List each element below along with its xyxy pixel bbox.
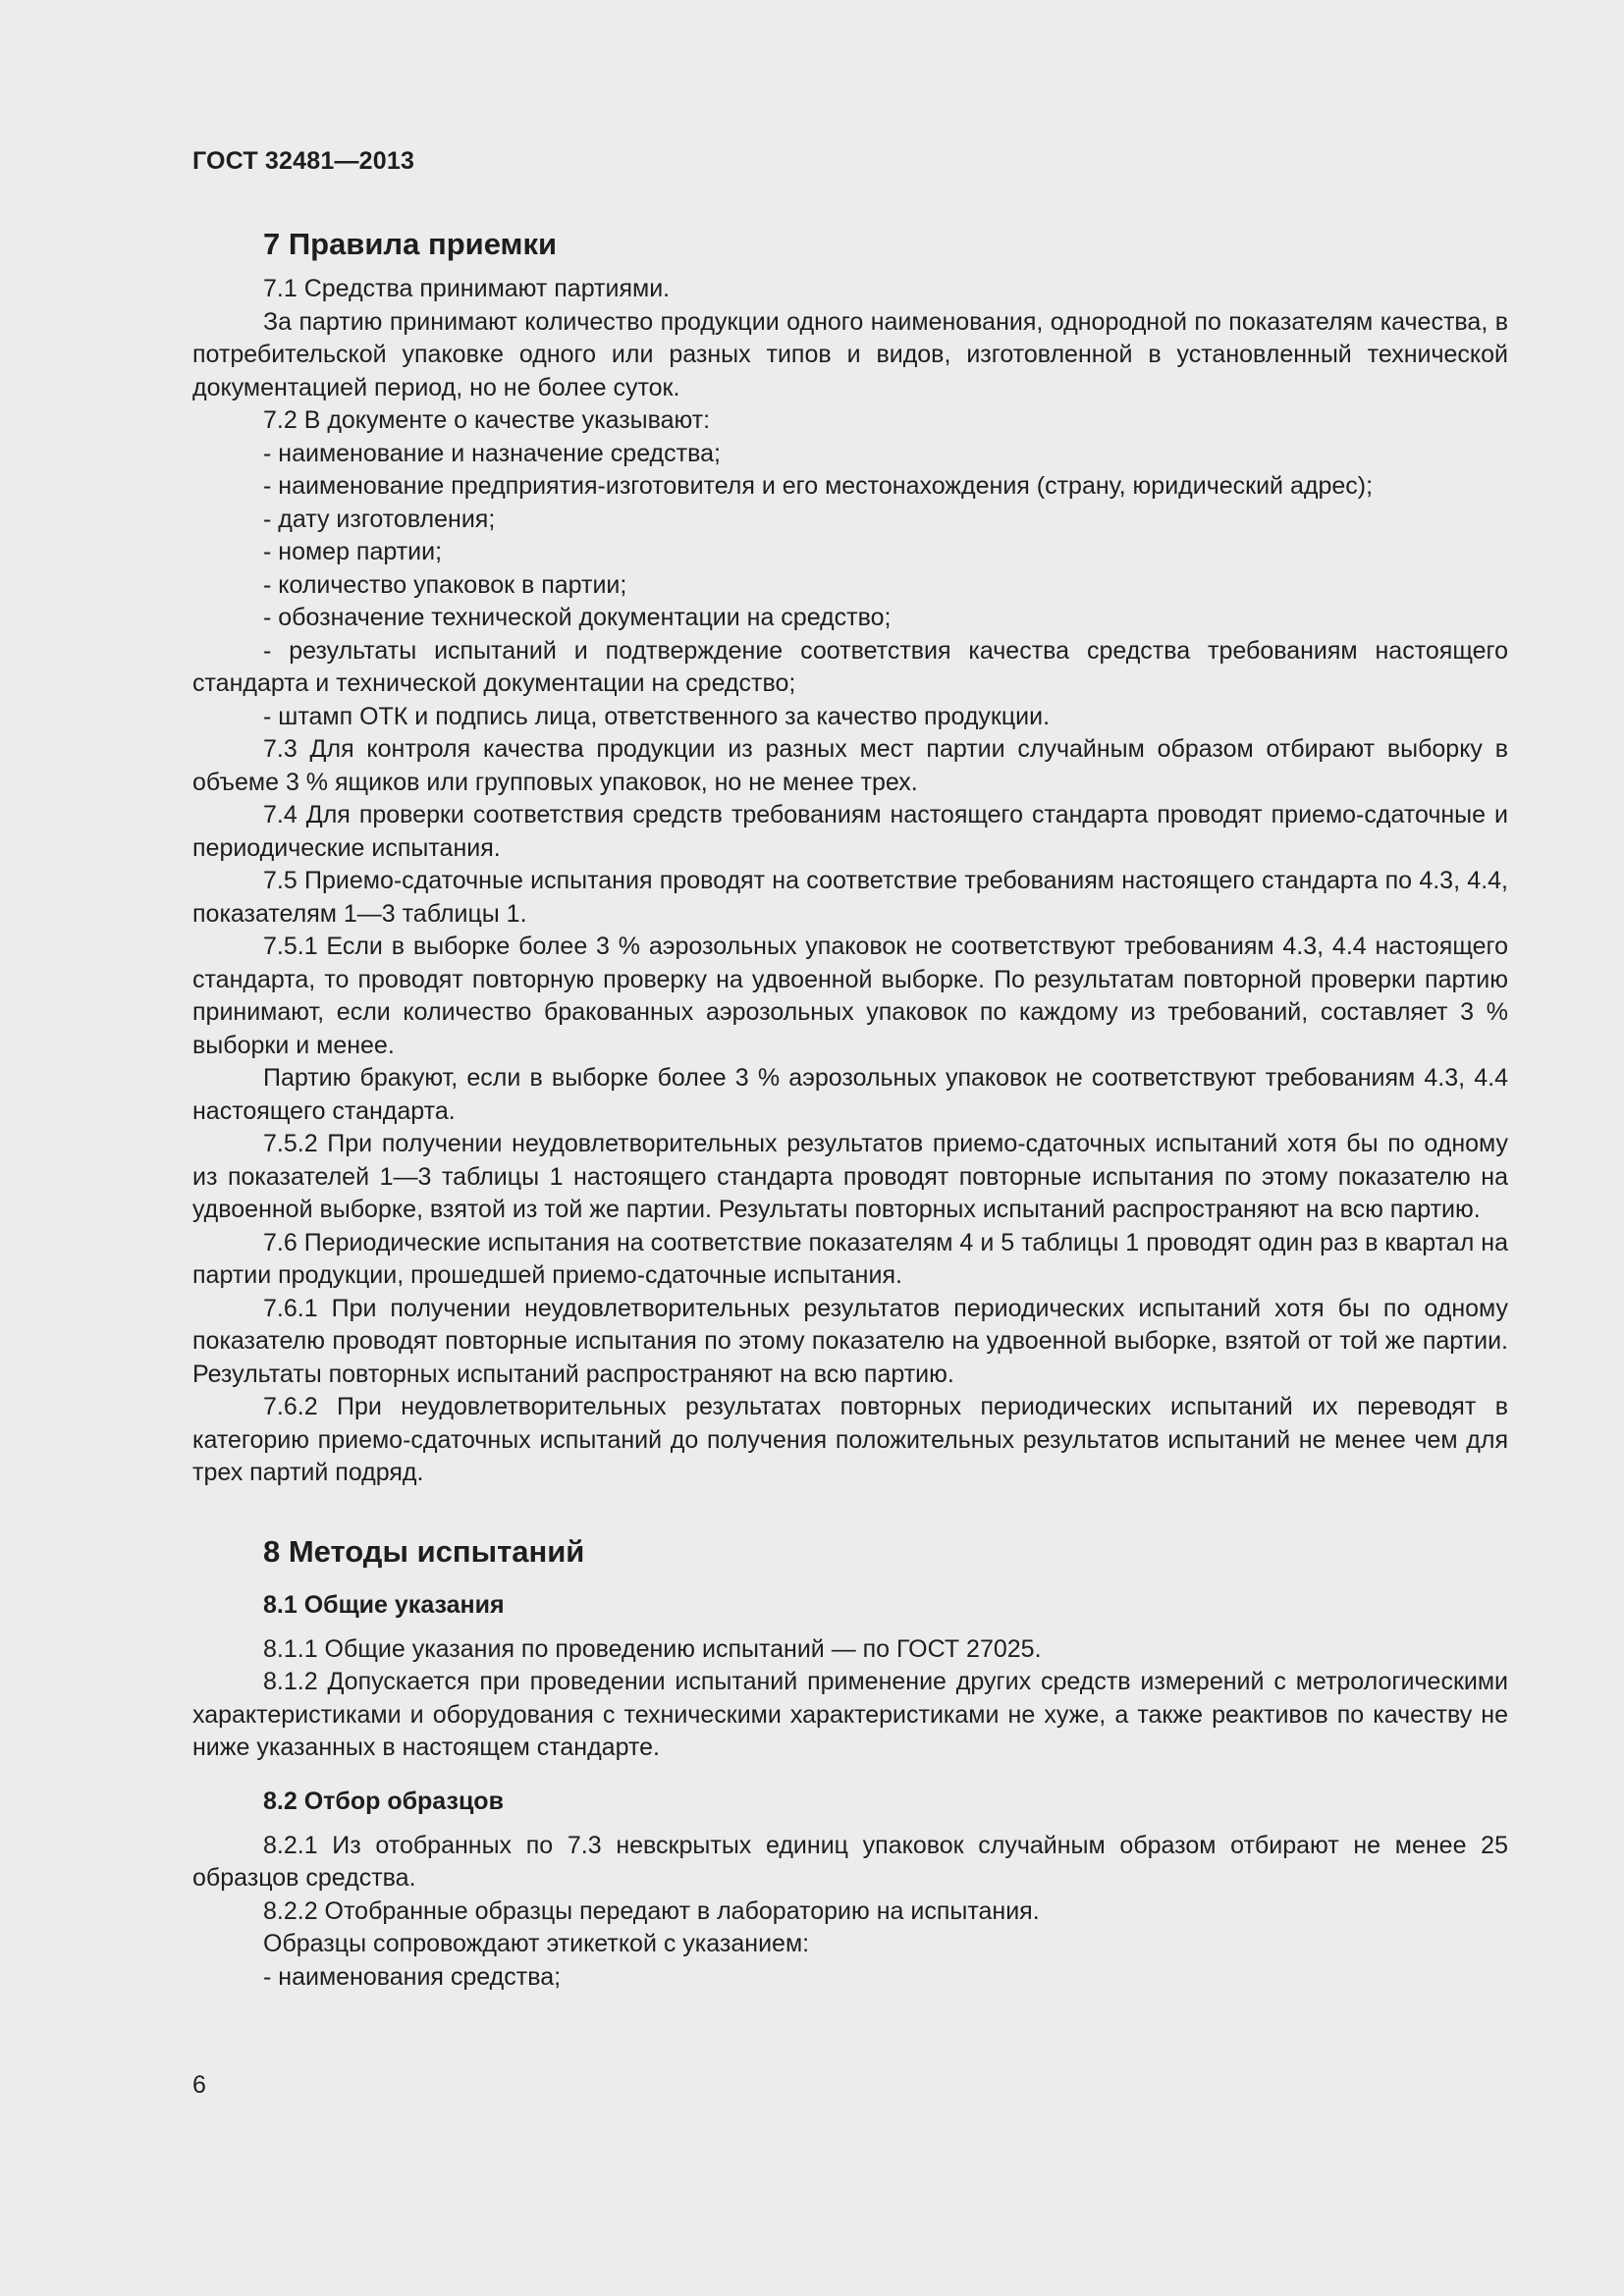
list-item: - наименования средства; — [263, 1962, 562, 1991]
paragraph: 7.3 Для контроля качества продукции из разных мест партии случайным образом отбирают выборку в объеме 3 % ящиков или групповых упаковок, но не менее трех. — [192, 735, 1508, 796]
list-item: - дату изготовления; — [263, 505, 496, 533]
paragraph: 8.2.1 Из отобранных по 7.3 невскрытых единиц упаковок случайным образом отбирают не менее 25 образцов средства. — [192, 1831, 1508, 1892]
paragraph: 8.1.1 Общие указания по проведению испытаний — по ГОСТ 27025. — [263, 1634, 1042, 1663]
list-item: - количество упаковок в партии; — [263, 570, 627, 599]
paragraph: 7.6 Периодические испытания на соответствие показателям 4 и 5 таблицы 1 проводят один раз в квартал на партии продукции, прошедшей приемо-сдаточные испытания. — [192, 1228, 1508, 1289]
paragraph: 7.5 Приемо-сдаточные испытания проводят на соответствие требованиям настоящего стандарта по 4.3, 4.4, показателям 1—3 таблицы 1. — [192, 867, 1508, 928]
paragraph: За партию принимают количество продукции одного наименования, однородной по показателям качества, в потребительской упаковке одного или разных типов и видов, изготовленной в установленный технической документацией период, но не более суток. — [192, 307, 1508, 401]
paragraph: 8.1.2 Допускается при проведении испытаний применение других средств измерений с метрологическими характеристиками и оборудования с техническими характеристиками не хуже, а также реактивов по качеству не ниже указанных в настоящем стандарте. — [192, 1668, 1508, 1761]
paragraph: 8.2.2 Отобранные образцы передают в лабораторию на испытания. — [263, 1896, 1040, 1925]
list-item: - штамп ОТК и подпись лица, ответственного за качество продукции. — [263, 702, 1051, 730]
subsection-8-1-title: 8.1 Общие указания — [263, 1590, 505, 1619]
paragraph: Партию бракуют, если в выборке более 3 % аэрозольных упаковок не соответствуют требованиям 4.3, 4.4 настоящего стандарта. — [192, 1064, 1508, 1125]
page-content — [192, 220, 1508, 1994]
list-item: - наименование и назначение средства; — [263, 439, 721, 467]
section-8-title: 8 Методы испытаний — [263, 1533, 585, 1569]
paragraph: 7.5.1 Если в выборке более 3 % аэрозольных упаковок не соответствуют требованиям 4.3, 4.4 настоящего стандарта, то проводят повторную проверку на удвоенной выборке. По результатам повторной проверки партию принимают, если количество бракованных аэрозольных упаковок по каждому из требований, составляет 3 % выборки и менее. — [192, 933, 1508, 1059]
paragraph: 7.1 Средства принимают партиями. — [263, 275, 671, 302]
list-item: - результаты испытаний и подтверждение соответствия качества средства требованиям настоящего стандарта и технической документации на средство; — [192, 636, 1508, 697]
section-7-title: 7 Правила приемки — [263, 227, 558, 261]
paragraph: Образцы сопровождают этикеткой с указанием: — [263, 1930, 810, 1957]
paragraph: 7.4 Для проверки соответствия средств требованиям настоящего стандарта проводят приемо-сдаточные и периодические испытания. — [192, 801, 1508, 862]
paragraph: 7.6.2 При неудовлетворительных результатах повторных периодических испытаний их переводят в категорию приемо-сдаточных испытаний до получения положительных результатов испытаний не менее чем для трех партий подряд. — [192, 1393, 1508, 1486]
document-header: ГОСТ 32481—2013 — [192, 147, 415, 175]
list-item: - обозначение технической документации на средство; — [263, 604, 892, 631]
list-item: - номер партии; — [263, 538, 443, 565]
paragraph: 7.2 В документе о качестве указывают: — [263, 406, 711, 434]
paragraph: 7.6.1 При получении неудовлетворительных результатов периодических испытаний хотя бы по одному показателю проводят повторные испытания по этому показателю на удвоенной выборке, взятой от той же партии. Результаты повторных испытаний распространяют на всю партию. — [192, 1294, 1508, 1388]
paragraph: 7.5.2 При получении неудовлетворительных результатов приемо-сдаточных испытаний хотя бы по одному из показателей 1—3 таблицы 1 настоящего стандарта проводят повторные испытания по этому показателю на удвоенной выборке, взятой из той же партии. Результаты повторных испытаний распространяют на всю партию. — [192, 1130, 1508, 1223]
subsection-8-2-title: 8.2 Отбор образцов — [263, 1787, 504, 1815]
page-number: 6 — [192, 2071, 206, 2099]
list-item: - наименование предприятия-изготовителя и его местонахождения (страну, юридический адрес); — [263, 472, 1374, 500]
